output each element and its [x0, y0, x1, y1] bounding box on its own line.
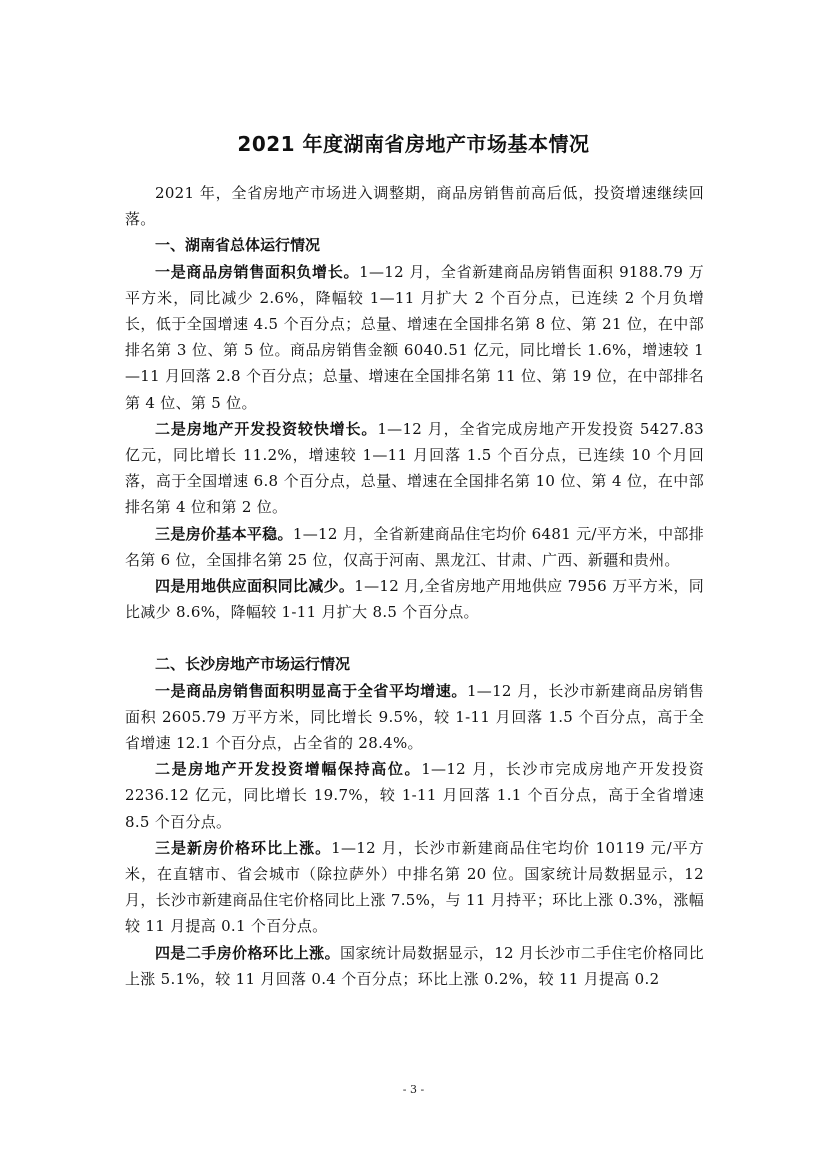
item-text: 1—12 月，长沙市新建商品住宅均价 10119 元/平方米，在直辖市、省会城市（除拉萨外）中排名第 20 位。国家统计局数据显示，12 月，长沙市新建商品住宅价格同比上涨 7.5%，与 11 月持平；环比上涨 0.3%，涨幅较 11 月提高 0.1 个百分点。 — [125, 838, 704, 936]
item-text: 1—12 月，长沙市新建商品房销售面积 2605.79 万平方米，同比增长 9.5%，较 1-11 月回落 1.5 个百分点，高于全省增速 12.1 个百分点，占全省的 28.4%。 — [125, 681, 704, 753]
item-text: 1—12 月，长沙市完成房地产开发投资 2236.12 亿元，同比增长 19.7%，较 1-11 月回落 1.1 个百分点，高于全省增速 8.5 个百分点。 — [125, 760, 704, 831]
item-lead: 一是商品房销售面积负增长。 — [155, 262, 360, 281]
item-text: 1—12 月,全省房地产用地供应 7956 万平方米，同比减少 8.6%，降幅较 1-11 月扩大 8.5 个百分点。 — [125, 577, 704, 622]
section2-heading: 二、长沙房地产市场运行情况 — [155, 655, 351, 674]
section1-item-3 — [125, 521, 704, 573]
section2-item-4 — [125, 940, 704, 992]
intro-paragraph: 2021 年，全省房地产市场进入调整期，商品房销售前高后低，投资增速继续回落。 — [125, 184, 704, 229]
item-lead: 四是二手房价格环比上涨。 — [155, 943, 341, 962]
section1-heading: 一、湖南省总体运行情况 — [155, 236, 321, 255]
item-lead: 三是新房价格环比上涨。 — [155, 838, 332, 857]
section2-item-2 — [125, 756, 704, 835]
item-text: 国家统计局数据显示，12 月长沙市二手住宅价格同比上涨 5.1%，较 11 月回落 0.4 个百分点；环比上涨 0.2%，较 11 月提高 0.2 — [125, 943, 704, 988]
section1-item-4 — [125, 573, 704, 625]
document-title: 2021 年度湖南省房地产市场基本情况 — [237, 132, 590, 156]
item-lead: 四是用地供应面积同比减少。 — [155, 577, 355, 596]
item-lead: 一是商品房销售面积明显高于全省平均增速。 — [155, 681, 467, 700]
item-text: 1—12 月，全省完成房地产开发投资 5427.83 亿元，同比增长 11.2%，增速较 1—11 月回落 1.5 个百分点，已连续 10 个月回落，高于全国增速 6.8 个百分点，总量、增速在全国排名第 10 位、第 4 位，在中部排名第 4 位和第 2 位。 — [125, 419, 704, 517]
item-lead: 三是房价基本平稳。 — [155, 524, 293, 543]
item-text: 1—12 月，全省新建商品住宅均价 6481 元/平方米，中部排名第 6 位，全国排名第 25 位，仅高于河南、黑龙江、甘肃、广西、新疆和贵州。 — [125, 524, 705, 569]
section-spacer — [125, 625, 704, 651]
section2-item-3 — [125, 835, 704, 940]
item-text: 1—12 月，全省新建商品房销售面积 9188.79 万平方米，同比减少 2.6%，降幅较 1—11 月扩大 2 个百分点，已连续 2 个月负增长，低于全国增速 4.5 个百分点；总量、增速在全国排名第 8 位、第 21 位，在中部排名第 3 位、第 5 位。商品房销售金额 6040.51 亿元，同比增长 1.6%，增速较 1—11 月回落 2.8 个百分点；总量、增速在全国排名第 11 位、第 19 位，在中部排名第 4 位、第 5 位。 — [125, 262, 704, 412]
section1-item-1 — [125, 259, 704, 416]
document-body — [125, 180, 704, 992]
item-lead: 二是房地产开发投资较快增长。 — [155, 419, 378, 438]
section2-item-1 — [125, 678, 704, 757]
section1-item-2 — [125, 416, 704, 521]
item-lead: 二是房地产开发投资增幅保持高位。 — [155, 760, 422, 779]
page-number: - 3 - — [402, 1083, 425, 1096]
